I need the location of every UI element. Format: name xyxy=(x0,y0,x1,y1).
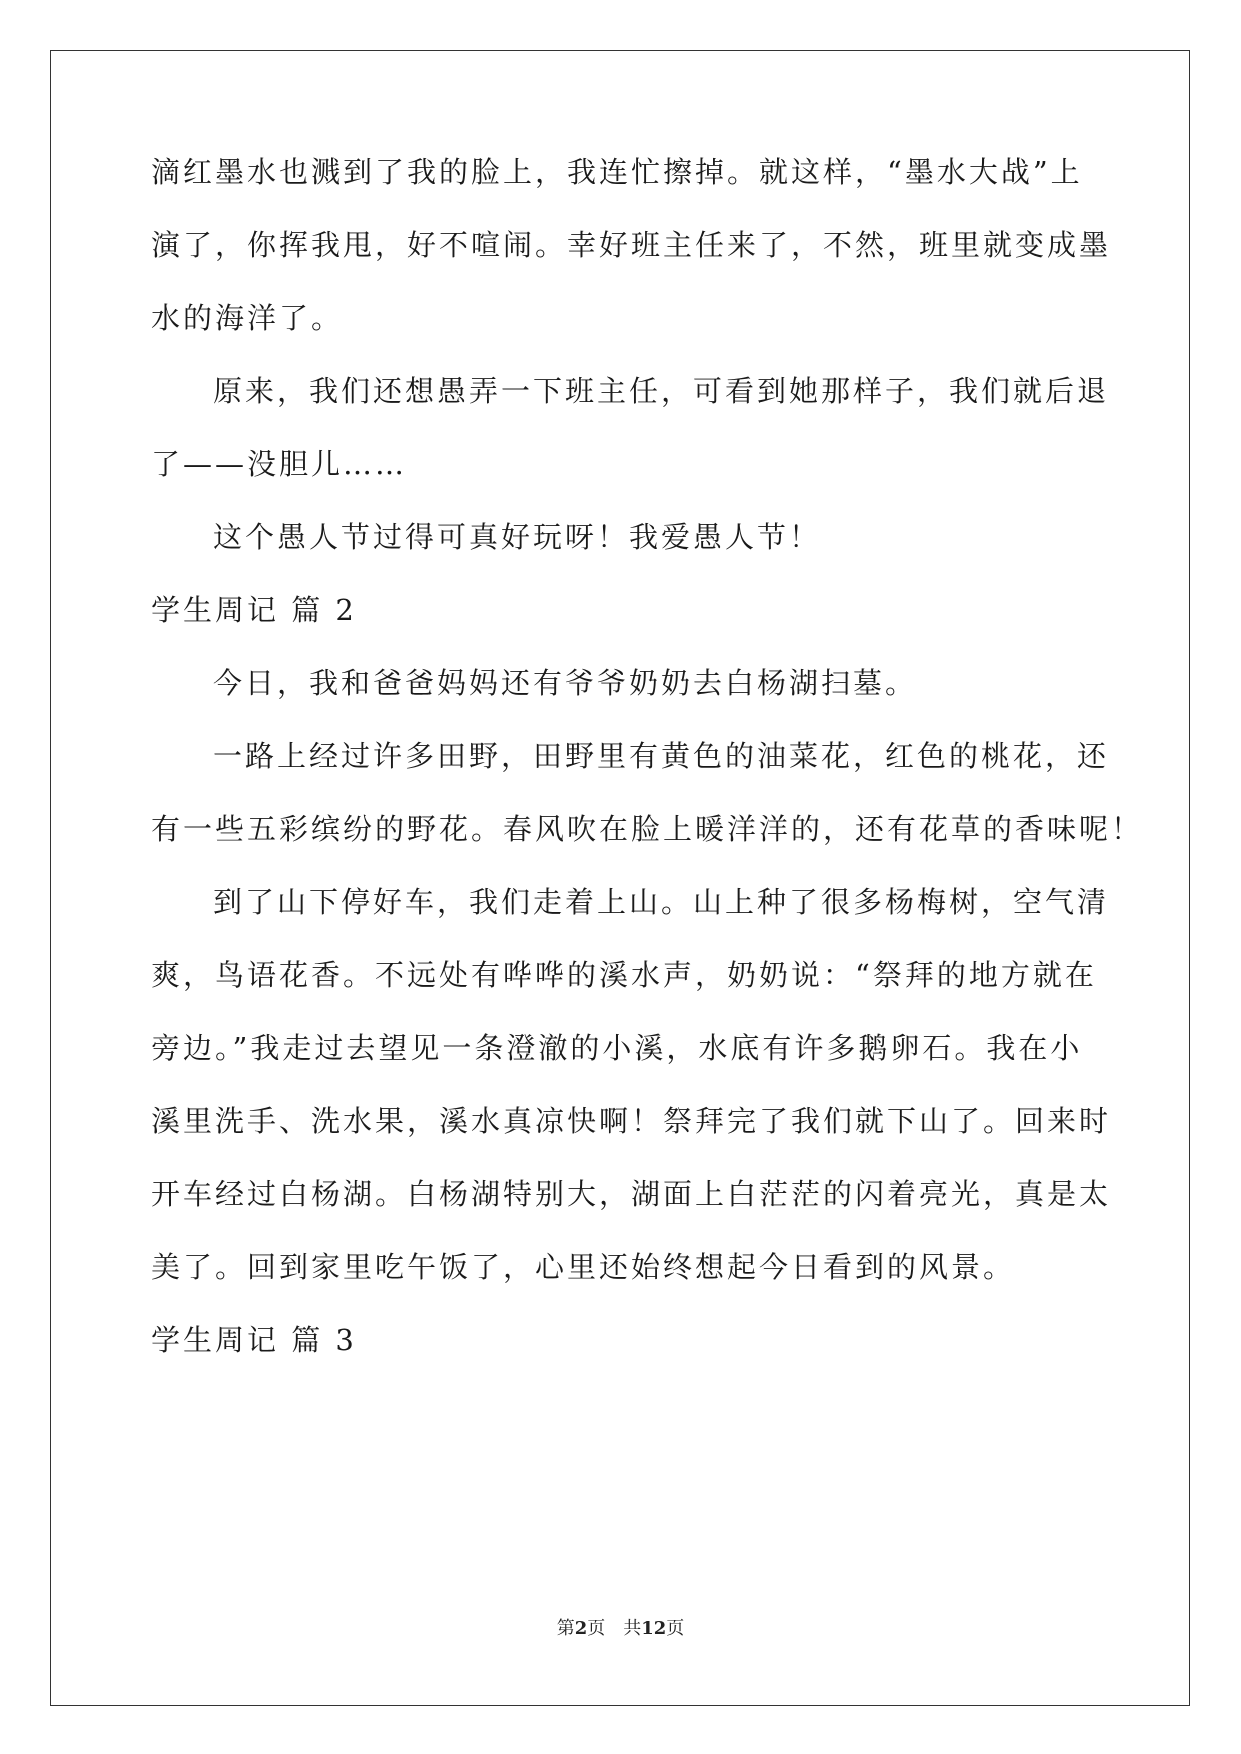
section-heading: 学生周记 篇 2 xyxy=(151,593,357,627)
paragraph-line: 爽，鸟语花香。不远处有哗哗的溪水声，奶奶说：“祭拜的地方就在 xyxy=(151,958,1097,992)
current-page-number: 2 xyxy=(574,1618,588,1639)
section-heading: 学生周记 篇 3 xyxy=(151,1323,357,1357)
paragraph-line: 水的海洋了。 xyxy=(151,301,344,335)
paragraph-line: 旁边。”我走过去望见一条澄澈的小溪，水底有许多鹅卵石。我在小 xyxy=(151,1031,1083,1065)
total-page-count: 12 xyxy=(641,1618,667,1639)
paragraph-line: 美了。回到家里吃午饭了，心里还始终想起今日看到的风景。 xyxy=(151,1250,1016,1284)
paragraph-line: 演了，你挥我甩，好不喧闹。幸好班主任来了，不然，班里就变成墨 xyxy=(151,228,1112,262)
footer-suffix: 页 xyxy=(666,1618,685,1639)
paragraph-line: 原来，我们还想愚弄一下班主任，可看到她那样子，我们就后退 xyxy=(213,374,1110,408)
paragraph-line: 有一些五彩缤纷的野花。春风吹在脸上暖洋洋的，还有花草的香味呢！ xyxy=(151,812,1144,846)
footer-prefix: 第 xyxy=(556,1618,575,1639)
paragraph-line: 滴红墨水也溅到了我的脸上，我连忙擦掉。就这样，“墨水大战”上 xyxy=(151,155,1083,189)
paragraph-line: 了——没胆儿…… xyxy=(151,447,408,481)
paragraph-line: 到了山下停好车，我们走着上山。山上种了很多杨梅树，空气清 xyxy=(213,885,1110,919)
paragraph-line: 今日，我和爸爸妈妈还有爷爷奶奶去白杨湖扫墓。 xyxy=(213,666,918,700)
footer-middle: 页 共 xyxy=(587,1618,642,1639)
paragraph-line: 溪里洗手、洗水果，溪水真凉快啊！祭拜完了我们就下山了。回来时 xyxy=(151,1104,1112,1138)
paragraph-line: 这个愚人节过得可真好玩呀！我爱愚人节！ xyxy=(213,520,822,554)
paragraph-line: 开车经过白杨湖。白杨湖特别大，湖面上白茫茫的闪着亮光，真是太 xyxy=(151,1177,1112,1211)
paragraph-line: 一路上经过许多田野，田野里有黄色的油菜花，红色的桃花，还 xyxy=(213,739,1110,773)
page-number-footer xyxy=(0,1614,1241,1640)
